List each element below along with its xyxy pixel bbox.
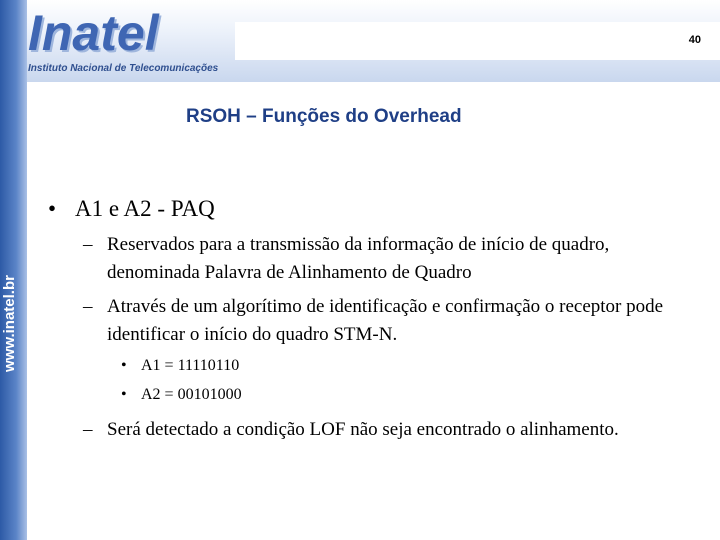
slide-title: RSOH – Funções do Overhead: [186, 106, 462, 127]
header-white-strip: [235, 22, 720, 60]
bullet-main: A1 e A2 - PAQ: [75, 196, 215, 221]
dash-icon: –: [83, 296, 93, 317]
bullet-dot-icon: •: [121, 386, 127, 403]
inatel-logo: Inatel: [28, 5, 159, 61]
logo-subtitle: Instituto Nacional de Telecomunicações: [28, 63, 219, 74]
page-number: 40: [688, 34, 701, 46]
sub-bullet-3: Será detectado a condição LOF não seja encontrado o alinhamento.: [107, 419, 619, 440]
dash-icon: –: [83, 234, 93, 255]
side-url: www.inatel.br: [1, 275, 18, 372]
dash-icon: –: [83, 419, 93, 440]
sub-sub-bullet-a2: A2 = 00101000: [141, 386, 242, 403]
side-bar: [0, 0, 27, 540]
bullet-dot-icon: •: [48, 196, 57, 221]
sub-bullet-2: Através de um algorítimo de identificação e confirmação o receptor pode identificar o início do quadro STM-N.: [107, 296, 664, 345]
sub-bullet-1: Reservados para a transmissão da informação de início de quadro, denominada Palavra de Alinhamento de Quadro: [107, 234, 610, 283]
sub-sub-bullet-a1: A1 = 11110110: [141, 357, 240, 374]
bullet-dot-icon: •: [121, 357, 127, 374]
